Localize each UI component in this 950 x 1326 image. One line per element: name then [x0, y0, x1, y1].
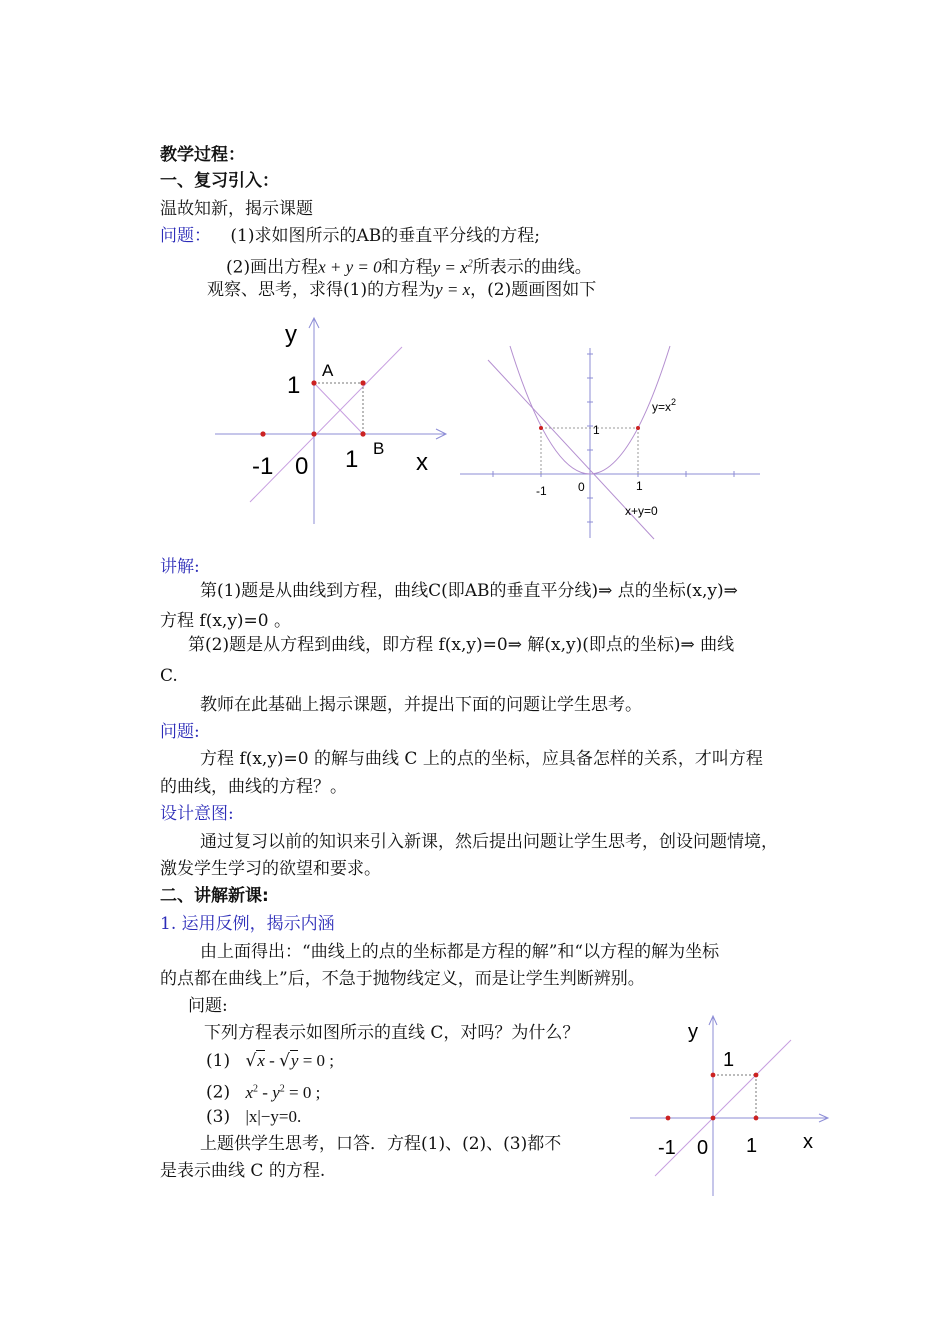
section2-para-b: 的点都在曲线上”后，不急于抛物线定义，而是让学生判断辨别。 [160, 969, 645, 989]
question-2 [226, 253, 592, 279]
answer-a: 上题供学生思考，口答．方程(1)、(2)、(3)都不 [200, 1134, 562, 1154]
design-label: 设计意图: [160, 804, 234, 824]
fig3-x-label: x [803, 1131, 813, 1153]
observe-post: ，(2)题画图如下 [470, 280, 597, 300]
q2-eq2-base: y = x [432, 257, 468, 277]
figure-perpendicular-bisector [210, 312, 455, 532]
fig1-x-label: x [416, 449, 428, 476]
fig1-y-label: y [285, 321, 297, 348]
item1-expr: √x - √y = 0 ; [245, 1051, 335, 1071]
figure-parabola-line [458, 340, 764, 542]
answer-b: 是表示曲线 C 的方程. [160, 1161, 326, 1181]
explain-p1a: 第(1)题是从曲线到方程，曲线C(即AB的垂直平分线)⇒ 点的坐标(x,y)⇒ [200, 581, 738, 601]
fig2-line-label: x+y=0 [625, 504, 658, 518]
explain-p2b: C. [160, 666, 178, 686]
explain-p1b: 方程 f(x,y)=0 。 [160, 611, 292, 631]
fig1-one-y: 1 [287, 372, 301, 399]
q2-mid: 和方程 [381, 257, 433, 278]
design-b: 激发学生学习的欲望和要求。 [160, 859, 381, 879]
q2-pre: (2)画出方程 [226, 257, 319, 278]
equation-item-1 [206, 1050, 334, 1072]
question-label: 问题： [160, 226, 211, 246]
fig3-neg-one: -1 [658, 1137, 676, 1159]
item2-sup2: 2 [279, 1083, 285, 1094]
fig3-one-x: 1 [746, 1135, 758, 1157]
item1-tail: = 0 ; [302, 1051, 335, 1070]
intro-text: 温故知新，揭示课题 [160, 199, 313, 219]
fig1-neg-one: -1 [252, 453, 274, 480]
explain-label: 讲解: [160, 557, 200, 577]
q2-post: 所表示的曲线。 [472, 257, 592, 278]
fig3-y-label: y [688, 1021, 698, 1043]
section1-heading: 一、复习引入： [160, 171, 279, 191]
q2-eq2-sup: 2 [467, 258, 473, 269]
fig2-one-x: 1 [636, 479, 643, 493]
item2-expr [246, 1083, 321, 1102]
item1-y: y [290, 1051, 299, 1070]
item1-num: (1) [206, 1051, 231, 1071]
fig3-one-y: 1 [723, 1049, 735, 1071]
design-a: 通过复习以前的知识来引入新课，然后提出问题让学生思考，创设问题情境， [200, 832, 778, 852]
item3-num: (3) [206, 1107, 231, 1127]
question-1: (1)求如图所示的AB的垂直平分线的方程; [230, 226, 540, 246]
explain-p3: 教师在此基础上揭示课题，并提出下面的问题让学生思考。 [200, 695, 642, 715]
item3-text: |x|−y=0. [245, 1107, 302, 1126]
equation-item-2 [206, 1078, 320, 1104]
section2-question-label: 问题: [188, 996, 228, 1016]
item1-x: x [257, 1051, 265, 1070]
fig2-one-y: 1 [593, 423, 600, 437]
fig1-one-x: 1 [345, 446, 359, 473]
section2-subheading: 1. 运用反例，揭示内涵 [160, 914, 335, 934]
item2-num: (2) [206, 1082, 231, 1103]
section2-question-text: 下列方程表示如图所示的直线 C，对吗？为什么？ [204, 1023, 580, 1043]
q2-equation-line: x + y = 0 [318, 257, 382, 277]
item2-x: x [245, 1082, 254, 1102]
figure-line-c [625, 1012, 835, 1202]
section2-para-a: 由上面得出：“曲线上的点的坐标都是方程的解”和“以方程的解为坐标 [200, 942, 720, 962]
explain-p2a: 第(2)题是从方程到曲线，即方程 f(x,y)=0⇒ 解(x,y)(即点的坐标)⇒ 曲线 [188, 635, 735, 655]
q2-equation-parabola [433, 258, 473, 277]
fig1-point-b-label: B [373, 439, 385, 458]
item2-minus: - [262, 1082, 268, 1102]
equation-item-3 [206, 1106, 301, 1128]
page-title: 教学过程： [160, 145, 245, 165]
item1-minus: - [269, 1051, 275, 1070]
explain-question-b: 的曲线，曲线的方程？。 [160, 777, 347, 797]
observe-eq: y = x [435, 280, 471, 299]
observe-line [207, 279, 596, 301]
item2-sup1: 2 [253, 1083, 259, 1094]
fig2-curve-label: $y=x^2$ [652, 397, 677, 414]
section2-heading: 二、讲解新课: [160, 886, 269, 906]
observe-pre: 观察、思考，求得(1)的方程为 [207, 280, 436, 300]
question-line-1 [160, 225, 540, 247]
fig3-zero: 0 [697, 1137, 709, 1159]
fig1-point-a-label: A [322, 361, 334, 380]
item2-tail: = 0 ; [289, 1082, 321, 1102]
fig2-zero: 0 [578, 480, 585, 494]
explain-question-a: 方程 f(x,y)=0 的解与曲线 C 上的点的坐标，应具备怎样的关系，才叫方程 [200, 749, 763, 769]
item2-y: y [272, 1082, 280, 1102]
explain-question-label: 问题: [160, 722, 200, 742]
fig2-neg-one: -1 [536, 484, 547, 498]
fig1-zero: 0 [295, 453, 309, 480]
